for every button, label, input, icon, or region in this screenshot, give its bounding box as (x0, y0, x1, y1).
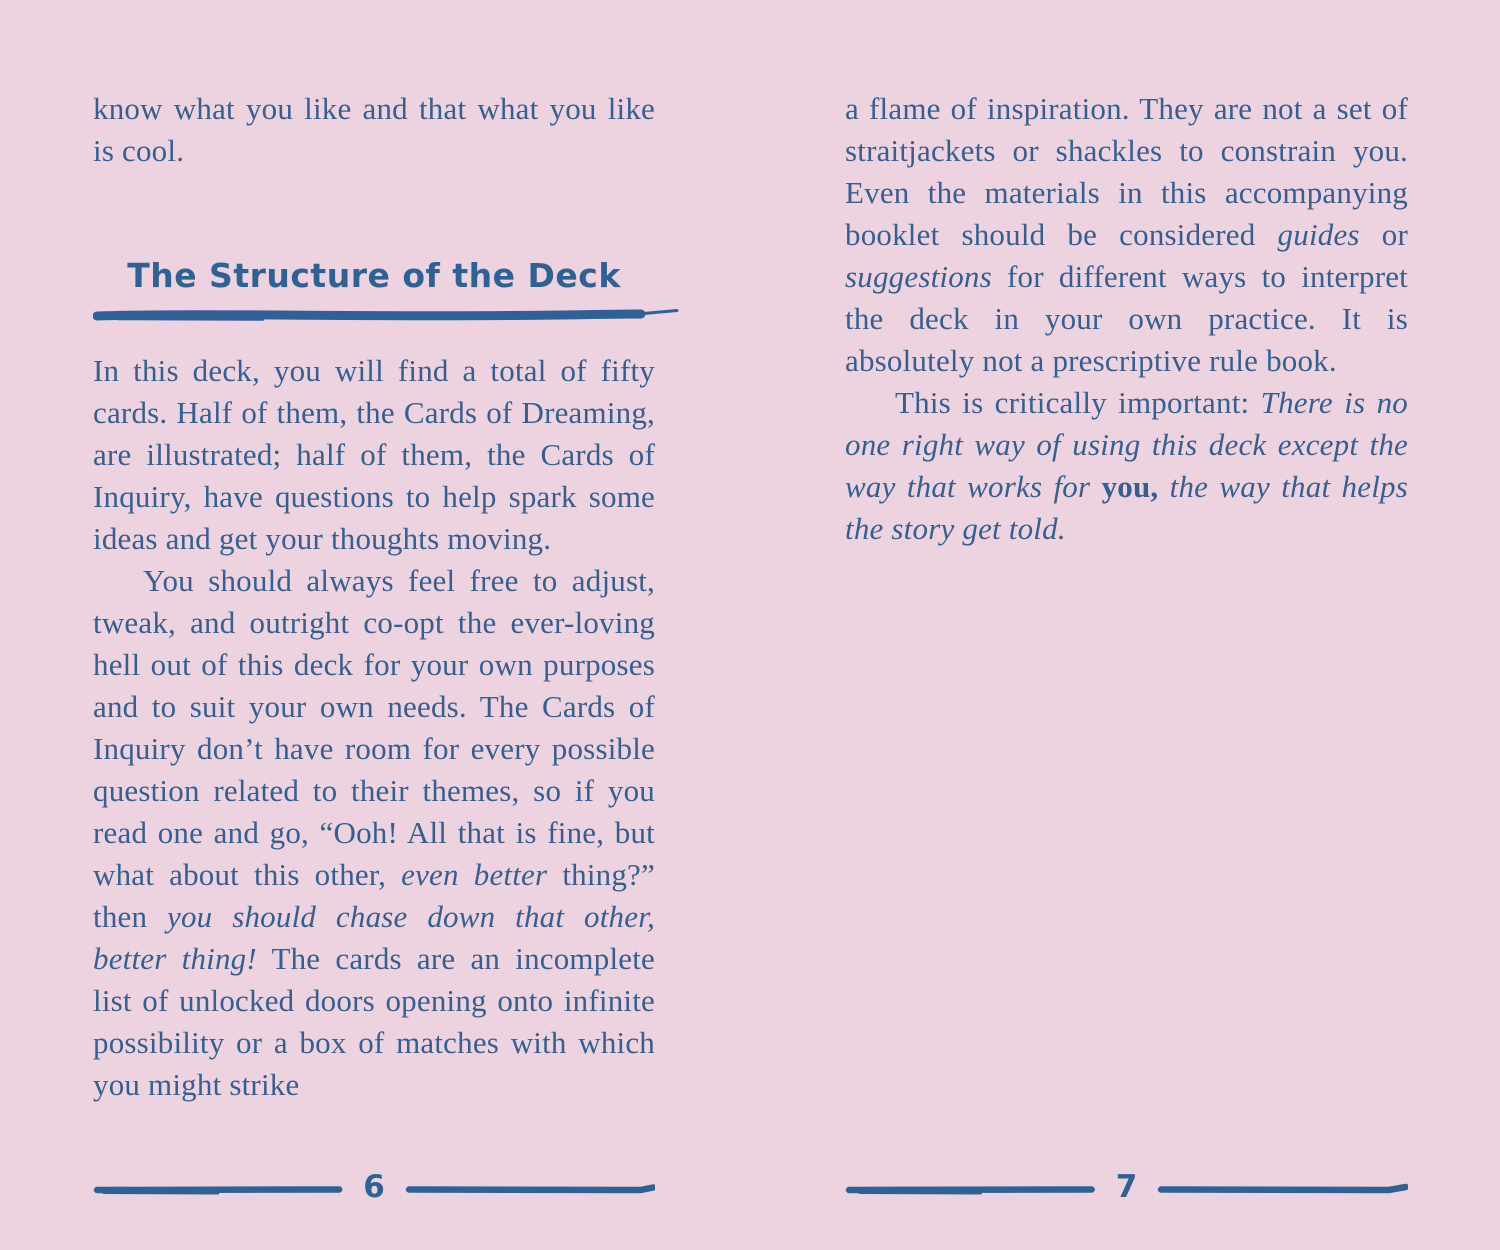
page-number: 7 (1115, 1169, 1138, 1205)
page-7-text-column (845, 88, 1408, 550)
text-run: or (1359, 217, 1408, 252)
paragraph (845, 382, 1408, 550)
page-7-footer (845, 1169, 1408, 1205)
paragraph (93, 350, 655, 560)
text-run: suggestions (845, 259, 992, 294)
text-run: The cards are an incomplete list of unlocked doors opening onto infinite possibility or a box of matches with which you might strike (93, 941, 655, 1102)
text-run: There is no one right way of using this deck except the way that works for (845, 385, 1408, 504)
page-number: 6 (363, 1169, 385, 1205)
footer-rule (93, 1183, 343, 1197)
text-run: In this deck, you will find a total of fifty cards. Half of them, the Cards of Dreaming, are illustrated; half of them, the Cards of Inquiry, have questions to help spark some ideas and get your thoughts moving. (93, 353, 655, 556)
text-run: know what you like and that what you like is cool. (93, 91, 655, 168)
heading-underline-rule (93, 306, 681, 324)
text-run: even better (401, 857, 548, 892)
text-run: guides (1277, 217, 1360, 252)
footer-rule (845, 1183, 1096, 1197)
paragraph (845, 88, 1408, 382)
footer-rule (1157, 1183, 1408, 1197)
paragraph (93, 560, 655, 1106)
footer-rule (405, 1183, 655, 1197)
text-run: thing?” then (93, 857, 655, 934)
text-run: you, (1101, 469, 1159, 504)
text-run: the way that helps the story get told. (845, 469, 1408, 546)
page-6-body (93, 350, 655, 1106)
text-run: You should always feel free to adjust, tweak, and outright co-opt the ever-loving hell out of this deck for your own purposes and to suit your own needs. The Cards of Inquiry don’t have room for every possible question related to their themes, so if you read one and go, “Ooh! All that is fine, but what about this other, (93, 563, 655, 892)
text-run: This is critically important: (895, 385, 1261, 420)
text-run: you should chase down that other, better thing! (93, 899, 655, 976)
text-run: for different ways to interpret the deck in your own practice. It is absolutely not a prescriptive rule book. (845, 259, 1408, 378)
page-7-body (845, 88, 1408, 550)
page-6-text-column (93, 88, 655, 1106)
page-6-footer (93, 1169, 655, 1205)
section-heading: The Structure of the Deck (127, 256, 621, 295)
continuation-paragraph (93, 88, 655, 172)
text-run: a flame of inspiration. They are not a set of straitjackets or shackles to constrain you. Even the materials in this accompanying booklet should be considered (845, 91, 1408, 252)
